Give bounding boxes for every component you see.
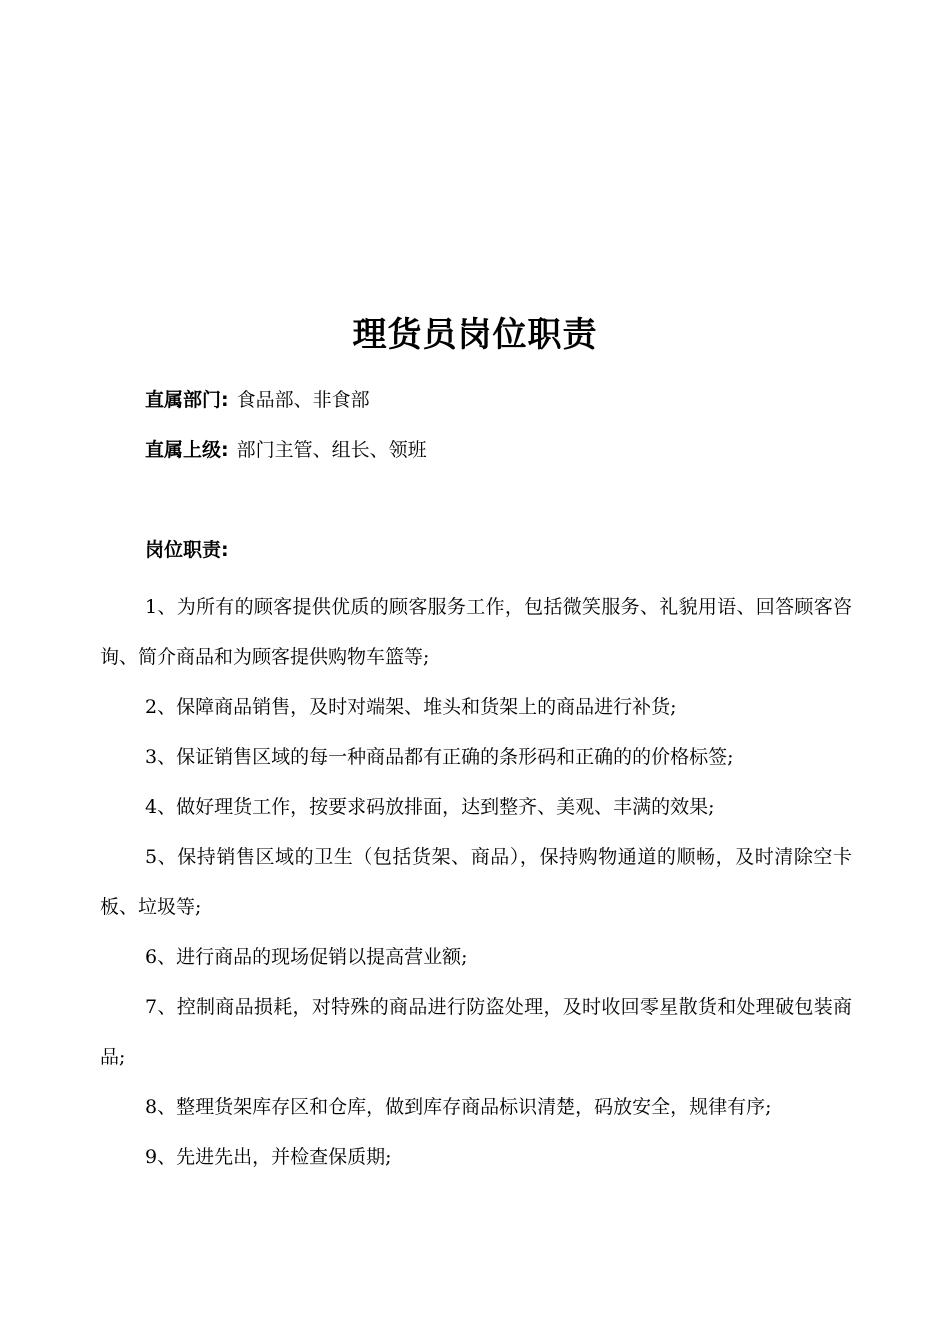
duty-item: 7、控制商品损耗，对特殊的商品进行防盗处理，及时收回零星散货和处理破包装商品; [100,996,852,1068]
duties-heading: 岗位职责: [145,539,229,561]
duties-list [100,582,852,1182]
duty-item: 4、做好理货工作，按要求码放排面，达到整齐、美观、丰满的效果; [145,796,715,818]
duty-item: 2、保障商品销售，及时对端架、堆头和货架上的商品进行补货; [145,696,677,718]
department-line [145,385,370,415]
superior-value: 部门主管、组长、领班 [236,439,427,461]
duty-item: 3、保证销售区域的每一种商品都有正确的条形码和正确的的价格标签; [145,746,734,768]
duty-item: 8、整理货架库存区和仓库，做到库存商品标识清楚，码放安全，规律有序; [145,1096,772,1118]
document-title: 理货员岗位职责 [352,314,598,355]
department-label: 直属部门: [145,389,229,411]
superior-label: 直属上级: [145,439,229,461]
department-value: 食品部、非食部 [236,389,370,411]
duty-item: 5、保持销售区域的卫生（包括货架、商品），保持购物通道的顺畅，及时清除空卡板、垃圾等; [100,846,852,918]
duty-item: 9、先进先出，并检查保质期; [145,1146,392,1168]
duty-item: 1、为所有的顾客提供优质的顾客服务工作，包括微笑服务、礼貌用语、回答顾客咨询、简介商品和为顾客提供购物车篮等; [100,596,852,668]
superior-line [145,435,427,465]
duty-item: 6、进行商品的现场促销以提高营业额; [145,946,468,968]
